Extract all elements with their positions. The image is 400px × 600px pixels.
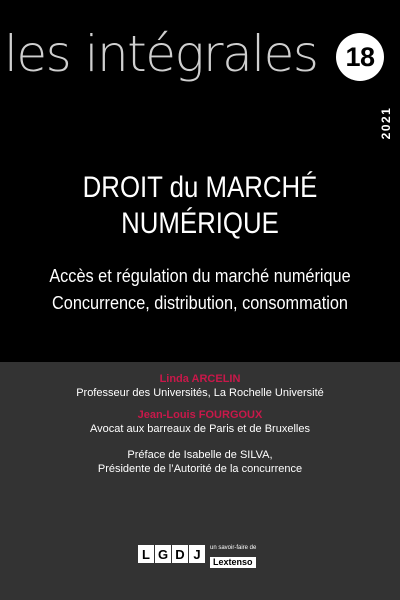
lextenso-brand: Lextenso: [210, 557, 256, 568]
author-name: Linda ARCELIN: [159, 373, 241, 385]
publisher-logos: [0, 545, 400, 567]
author-block: [0, 372, 400, 400]
volume-badge: 18: [336, 33, 384, 81]
preface-line-1: Préface de Isabelle de SILVA,: [127, 449, 273, 461]
lgdj-letter: L: [138, 545, 154, 563]
lgdj-logo: [138, 545, 205, 563]
author-role: Professeur des Universités, La Rochelle Université: [76, 387, 324, 399]
author-role: Avocat aux barreaux de Paris et de Bruxelles: [90, 423, 310, 435]
preface-credit: [0, 448, 400, 476]
preface-line-2: Présidente de l’Autorité de la concurrence: [97, 463, 303, 475]
book-subtitle: [24, 262, 376, 316]
author-block: [0, 408, 400, 436]
book-title-line-1: DROIT du MARCHÉ: [82, 171, 318, 204]
lgdj-letter: J: [189, 545, 205, 563]
book-title-line-2: NUMÉRIQUE: [121, 207, 279, 240]
author-name: Jean-Louis FOURGOUX: [137, 409, 263, 421]
series-name: les intégrales: [4, 25, 318, 83]
book-subtitle-line-2: Concurrence, distribution, consommation: [52, 292, 348, 313]
book-title: [28, 170, 372, 242]
lextenso-logo: [210, 545, 256, 570]
lextenso-tagline: un savoir-faire de: [210, 545, 257, 551]
lgdj-letter: D: [172, 545, 188, 563]
lgdj-letter: G: [155, 545, 171, 563]
book-subtitle-line-1: Accès et régulation du marché numérique: [49, 265, 351, 286]
publication-year: 2021: [379, 106, 393, 140]
contributors: [0, 372, 400, 476]
